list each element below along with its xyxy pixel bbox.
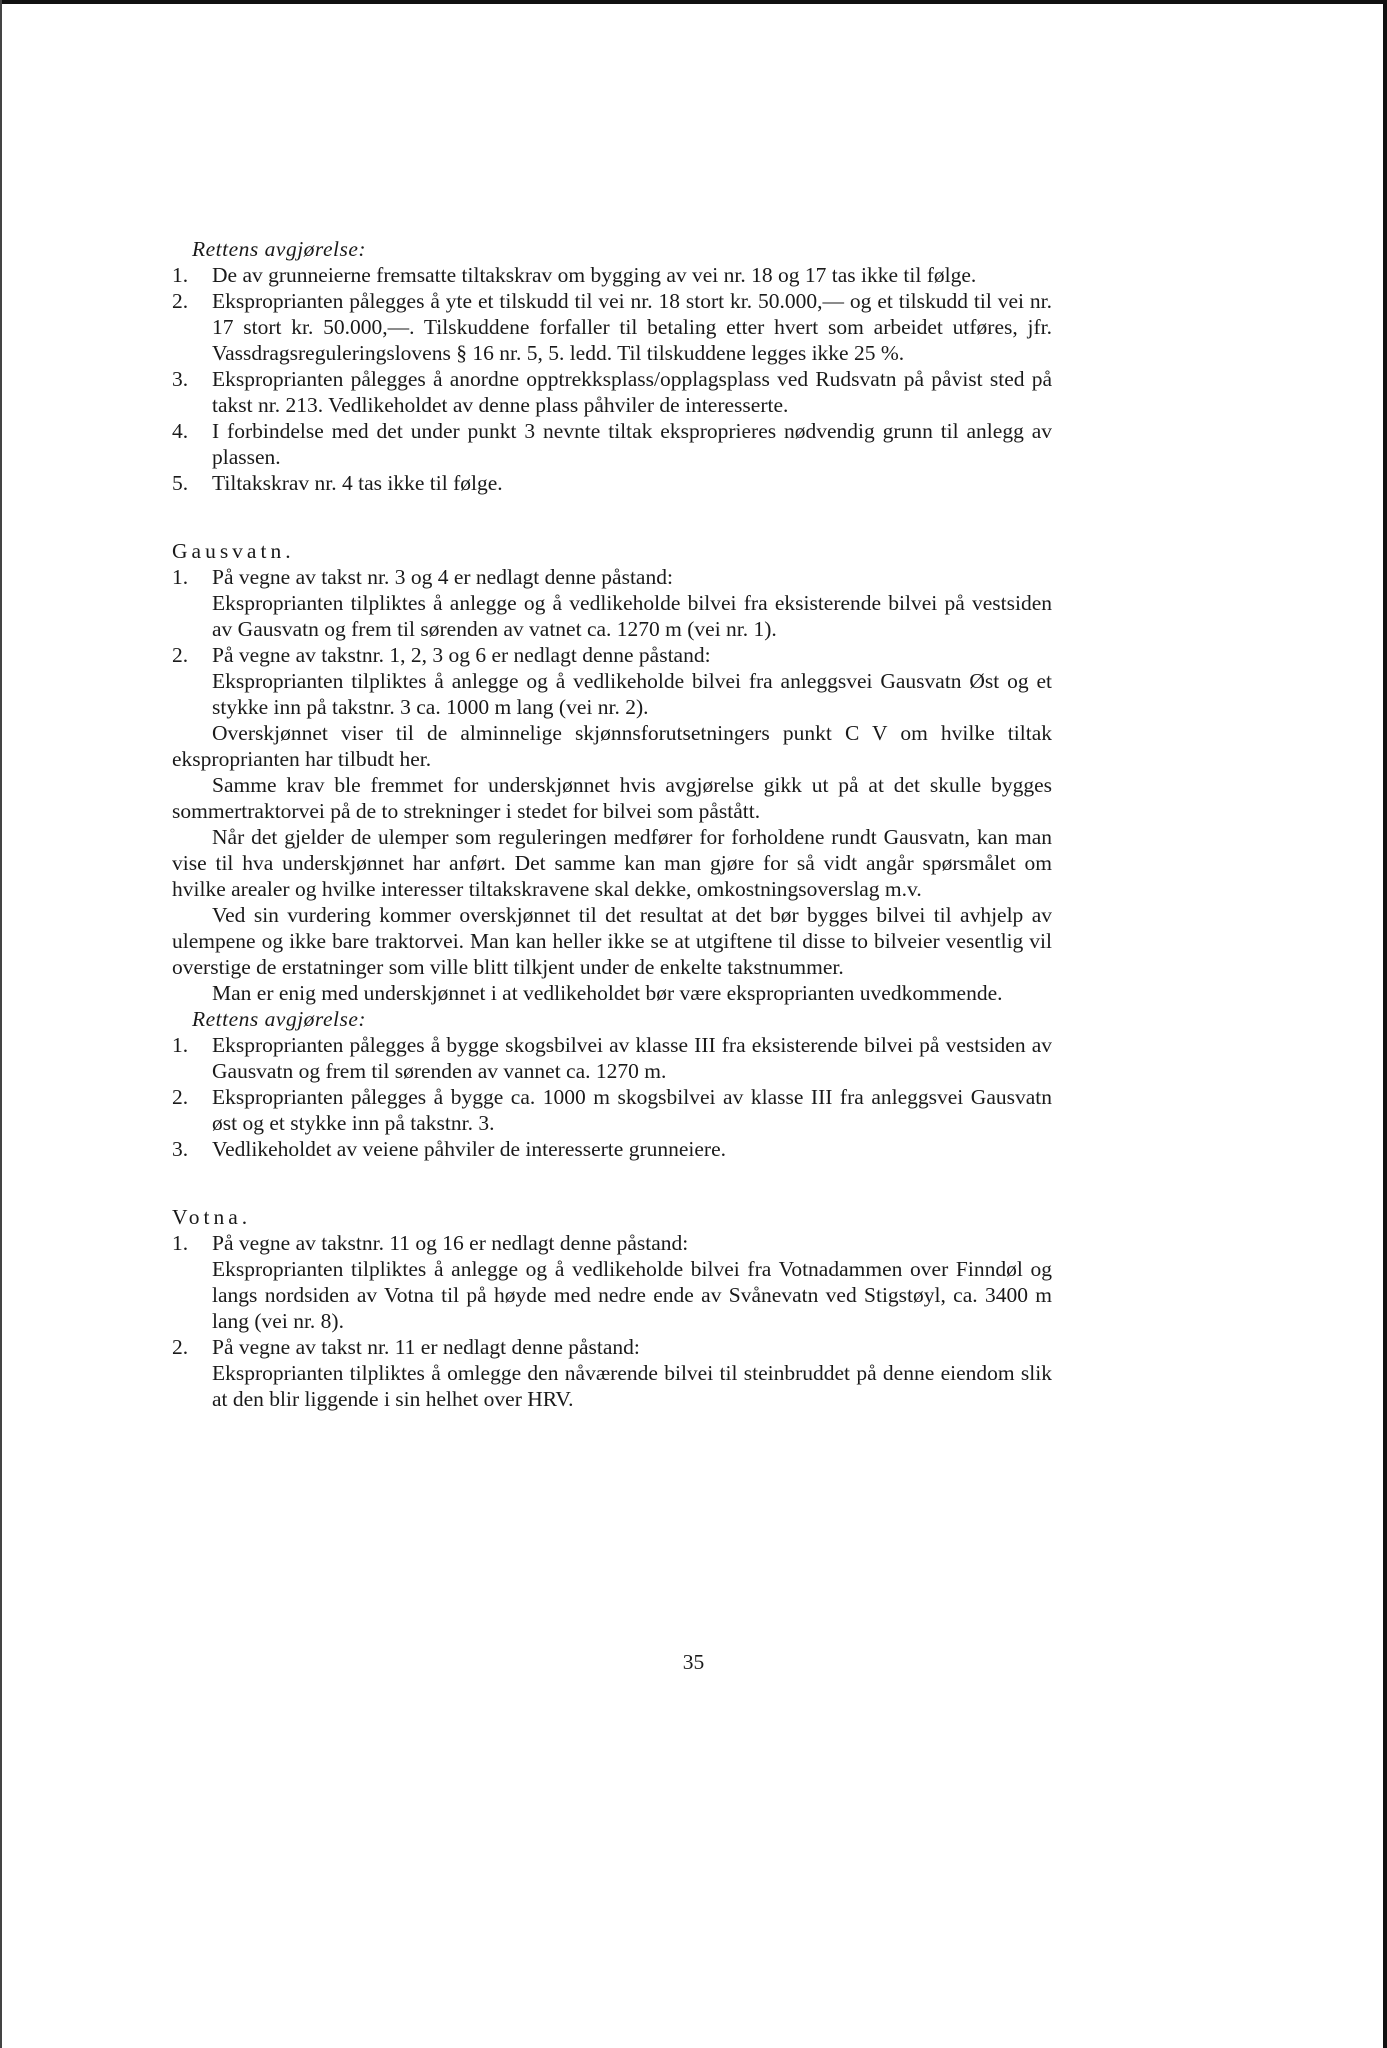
paragraph: Ved sin vurdering kommer overskjønnet til det resultat at det bør bygges bilvei til avhjelp av ulempene og ikke bare traktorvei. Man kan heller ikke se at utgiftene til disse to bilveier vesentlig vil overstige de erstatninger som ville blitt tilkjent under de enkelte takstnummer. [172, 903, 1052, 979]
list-item: 2. Eksproprianten pålegges å yte et tilskudd til vei nr. 18 stort kr. 50.000,— og et tilskudd til vei nr. 17 stort kr. 50.000,—. Tilskuddene forfaller til betaling etter hvert som arbeidet utføres, jfr. Vassdragsreguleringslovens § 16 nr. 5, 5. ledd. Til tilskuddene legges ikke 25 %. [172, 289, 1052, 365]
paragraph: Man er enig med underskjønnet i at vedlikeholdet bør være eksproprianten uvedkommende. [212, 981, 1003, 1005]
page-edge-right [1383, 0, 1387, 2048]
claim-body: Eksproprianten tilpliktes å anlegge og å vedlikeholde bilvei fra anleggsvei Gausvatn Øst og et stykke inn på takstnr. 3 ca. 1000 m lang (vei nr. 2). [212, 669, 1052, 719]
claim-item: 2. På vegne av takstnr. 1, 2, 3 og 6 er nedlagt denne påstand: [172, 643, 711, 667]
list-item: 5. Tiltakskrav nr. 4 tas ikke til følge. [172, 471, 503, 495]
list-item: 1. De av grunneierne fremsatte tiltakskrav om bygging av vei nr. 18 og 17 tas ikke til følge. [172, 263, 977, 287]
page-number: 35 [682, 1650, 705, 1674]
document-body [172, 236, 1052, 1412]
paragraph: Overskjønnet viser til de alminnelige skjønnsforutsetningers punkt C V om hvilke tiltak eksproprianten har tilbudt her. [172, 721, 1052, 771]
paragraph: Samme krav ble fremmet for underskjønnet hvis avgjørelse gikk ut på at det skulle bygges sommertraktorvei på de to strekninger i stedet for bilvei som påstått. [172, 773, 1052, 823]
section-heading-votna: Votna. [172, 1205, 252, 1229]
page-edge-left [0, 0, 2, 2048]
list-item: 1. Eksproprianten pålegges å bygge skogsbilvei av klasse III fra eksisterende bilvei på vestsiden av Gausvatn og frem til sørenden av vannet ca. 1270 m. [172, 1033, 1052, 1083]
decision-heading-2: Rettens avgjørelse: [192, 1007, 367, 1031]
claim-body: Eksproprianten tilpliktes å anlegge og å vedlikeholde bilvei fra Votnadammen over Finndøl og langs nordsiden av Votna til på høyde med nedre ende av Svånevatn ved Stigstøyl, ca. 3400 m lang (vei nr. 8). [212, 1257, 1052, 1333]
list-item: 3. Eksproprianten pålegges å anordne opptrekksplass/opplagsplass ved Rudsvatn på påvist sted på takst nr. 213. Vedlikeholdet av denne plass påhviler de interesserte. [172, 367, 1052, 417]
page-edge-top [0, 0, 1387, 4]
claim-body: Eksproprianten tilpliktes å anlegge og å vedlikeholde bilvei fra eksisterende bilvei på vestsiden av Gausvatn og frem til sørenden av vatnet ca. 1270 m (vei nr. 1). [212, 591, 1052, 641]
list-item: 4. I forbindelse med det under punkt 3 nevnte tiltak eksproprieres nødvendig grunn til anlegg av plassen. [172, 419, 1052, 469]
decision-list-1 [172, 262, 1052, 496]
list-item: 2. Eksproprianten pålegges å bygge ca. 1000 m skogsbilvei av klasse III fra anleggsvei Gausvatn øst og et stykke inn på takstnr. 3. [172, 1085, 1052, 1135]
claim-item: 1. På vegne av takstnr. 11 og 16 er nedlagt denne påstand: [172, 1231, 689, 1255]
decision-heading-1: Rettens avgjørelse: [192, 237, 367, 261]
list-item: 3. Vedlikeholdet av veiene påhviler de interesserte grunneiere. [172, 1137, 726, 1161]
section-heading-gausvatn: Gausvatn. [172, 539, 295, 563]
paragraph: Når det gjelder de ulemper som reguleringen medfører for forholdene rundt Gausvatn, kan man vise til hva underskjønnet har anført. Det samme kan man gjøre for så vidt angår spørsmålet om hvilke arealer og hvilke interesser tiltakskravene skal dekke, omkostningsoverslag m.v. [172, 825, 1052, 901]
claim-item: 2. På vegne av takst nr. 11 er nedlagt denne påstand: [172, 1335, 640, 1359]
claim-item: 1. På vegne av takst nr. 3 og 4 er nedlagt denne påstand: [172, 565, 673, 589]
claim-body: Eksproprianten tilpliktes å omlegge den nåværende bilvei til steinbruddet på denne eiendom slik at den blir liggende i sin helhet over HRV. [212, 1361, 1052, 1411]
